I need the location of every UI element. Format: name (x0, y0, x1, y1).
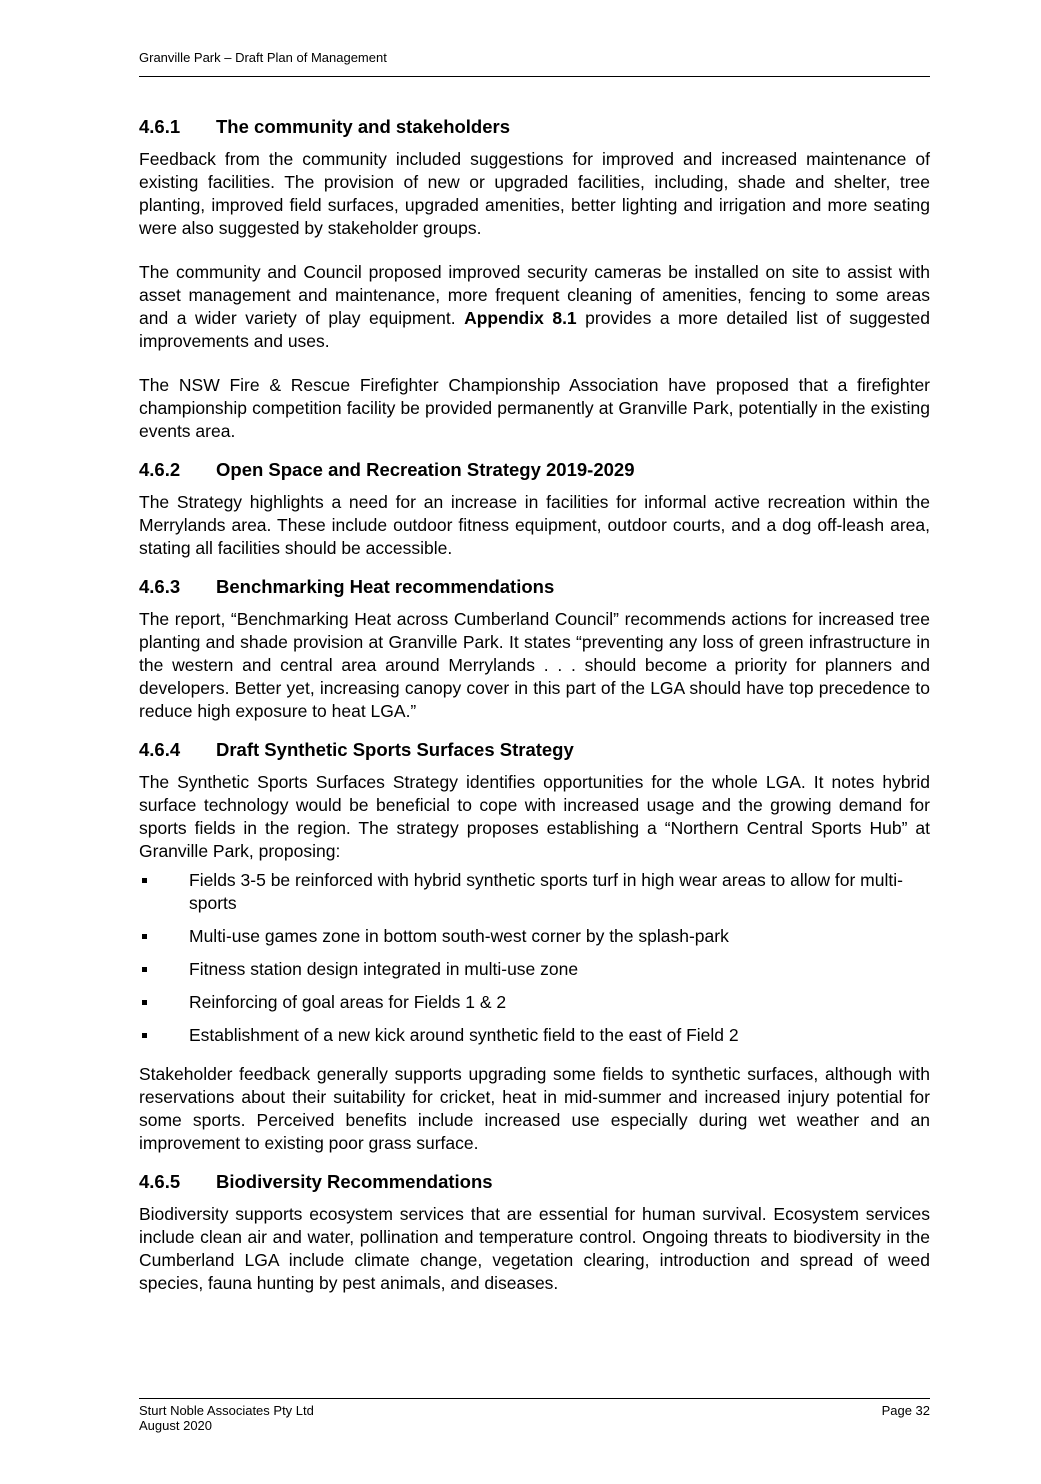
footer-company: Sturt Noble Associates Pty Ltd (139, 1403, 314, 1418)
text-run: provides a more detailed list of suggested improvements and uses. (139, 308, 930, 351)
section-heading-4-6-5 (139, 1169, 930, 1195)
section-number: 4.6.1 (139, 116, 181, 137)
list-item (139, 869, 930, 915)
section-number: 4.6.4 (139, 739, 181, 760)
paragraph: The Strategy highlights a need for an increase in facilities for informal active recreation within the Merrylands area. These include outdoor fitness equipment, outdoor courts, and a dog off-leash area, stating all facilities should be accessible. (139, 492, 930, 558)
header-divider (139, 76, 930, 77)
list-item-text: Establishment of a new kick around synthetic field to the east of Field 2 (189, 1025, 739, 1045)
document-page (139, 0, 930, 1484)
section-title: Benchmarking Heat recommendations (216, 576, 555, 597)
list-item-text: Reinforcing of goal areas for Fields 1 & 2 (189, 992, 507, 1012)
paragraph: The report, “Benchmarking Heat across Cumberland Council” recommends actions for increased tree planting and shade provision at Granville Park. It states “preventing any loss of green infrastructure in the western and central area around Merrylands . . . should become a priority for planners and developers. Better yet, increasing canopy cover in this part of the LGA should have top precedence to reduce high exposure to heat LGA.” (139, 609, 930, 721)
list-item (139, 1024, 930, 1047)
bullet-square-icon (142, 1000, 147, 1005)
page-footer (139, 1403, 930, 1433)
section-heading-4-6-3 (139, 574, 930, 600)
paragraph: Stakeholder feedback generally supports upgrading some fields to synthetic surfaces, although with reservations about their suitability for cricket, heat in mid-summer and increased injury potential for some sports. Perceived benefits include increased use especially during wet weather and an improvement to existing poor grass surface. (139, 1064, 930, 1153)
page-content (139, 114, 930, 1316)
section-number: 4.6.5 (139, 1171, 181, 1192)
bullet-square-icon (142, 967, 147, 972)
section-heading-4-6-2 (139, 457, 930, 483)
running-header: Granville Park – Draft Plan of Management (139, 50, 387, 65)
appendix-reference: Appendix 8.1 (464, 308, 577, 328)
footer-divider (139, 1398, 930, 1399)
section-number: 4.6.2 (139, 459, 181, 480)
section-heading-4-6-4 (139, 737, 930, 763)
footer-date: August 2020 (139, 1418, 213, 1433)
paragraph: Feedback from the community included suggestions for improved and increased maintenance of existing facilities. The provision of new or upgraded facilities, including, shade and shelter, tree planting, improved field surfaces, upgraded amenities, better lighting and irrigation and more seating were also suggested by stakeholder groups. (139, 149, 930, 238)
page-number: Page 32 (881, 1403, 930, 1418)
paragraph: Biodiversity supports ecosystem services that are essential for human survival. Ecosystem services include clean air and water, pollination and temperature control. Ongoing threats to biodiversity in the Cumberland LGA include climate change, vegetation clearing, introduction and spread of weed species, fauna hunting by pest animals, and diseases. (139, 1204, 930, 1293)
list-item-text: Fitness station design integrated in multi-use zone (189, 959, 579, 979)
list-item (139, 991, 930, 1014)
bullet-square-icon (142, 878, 147, 883)
paragraph: The Synthetic Sports Surfaces Strategy identifies opportunities for the whole LGA. It notes hybrid surface technology would be beneficial to cope with increased usage and the growing demand for sports fields in the region. The strategy proposes establishing a “Northern Central Sports Hub” at Granville Park, proposing: (139, 772, 930, 861)
section-title: Open Space and Recreation Strategy 2019-2029 (216, 459, 635, 480)
list-item (139, 958, 930, 981)
section-number: 4.6.3 (139, 576, 181, 597)
list-item-text: Multi-use games zone in bottom south-west corner by the splash-park (189, 926, 729, 946)
text-run: The community and Council proposed improved security cameras be installed on site to assist with asset management and maintenance, more frequent cleaning of amenities, fencing to some areas and a wider variety of play equipment. (139, 262, 930, 328)
paragraph (139, 261, 930, 353)
list-item-text: Fields 3-5 be reinforced with hybrid synthetic sports turf in high wear areas to allow for multi-sports (189, 870, 903, 913)
section-title: Draft Synthetic Sports Surfaces Strategy (216, 739, 574, 760)
bullet-square-icon (142, 934, 147, 939)
bullet-square-icon (142, 1033, 147, 1038)
paragraph: The NSW Fire & Rescue Firefighter Championship Association have proposed that a firefighter championship competition facility be provided permanently at Granville Park, potentially in the existing events area. (139, 375, 930, 441)
section-title: Biodiversity Recommendations (216, 1171, 493, 1192)
bullet-list (139, 869, 930, 1047)
section-title: The community and stakeholders (216, 116, 511, 137)
list-item (139, 925, 930, 948)
section-heading-4-6-1 (139, 114, 930, 140)
